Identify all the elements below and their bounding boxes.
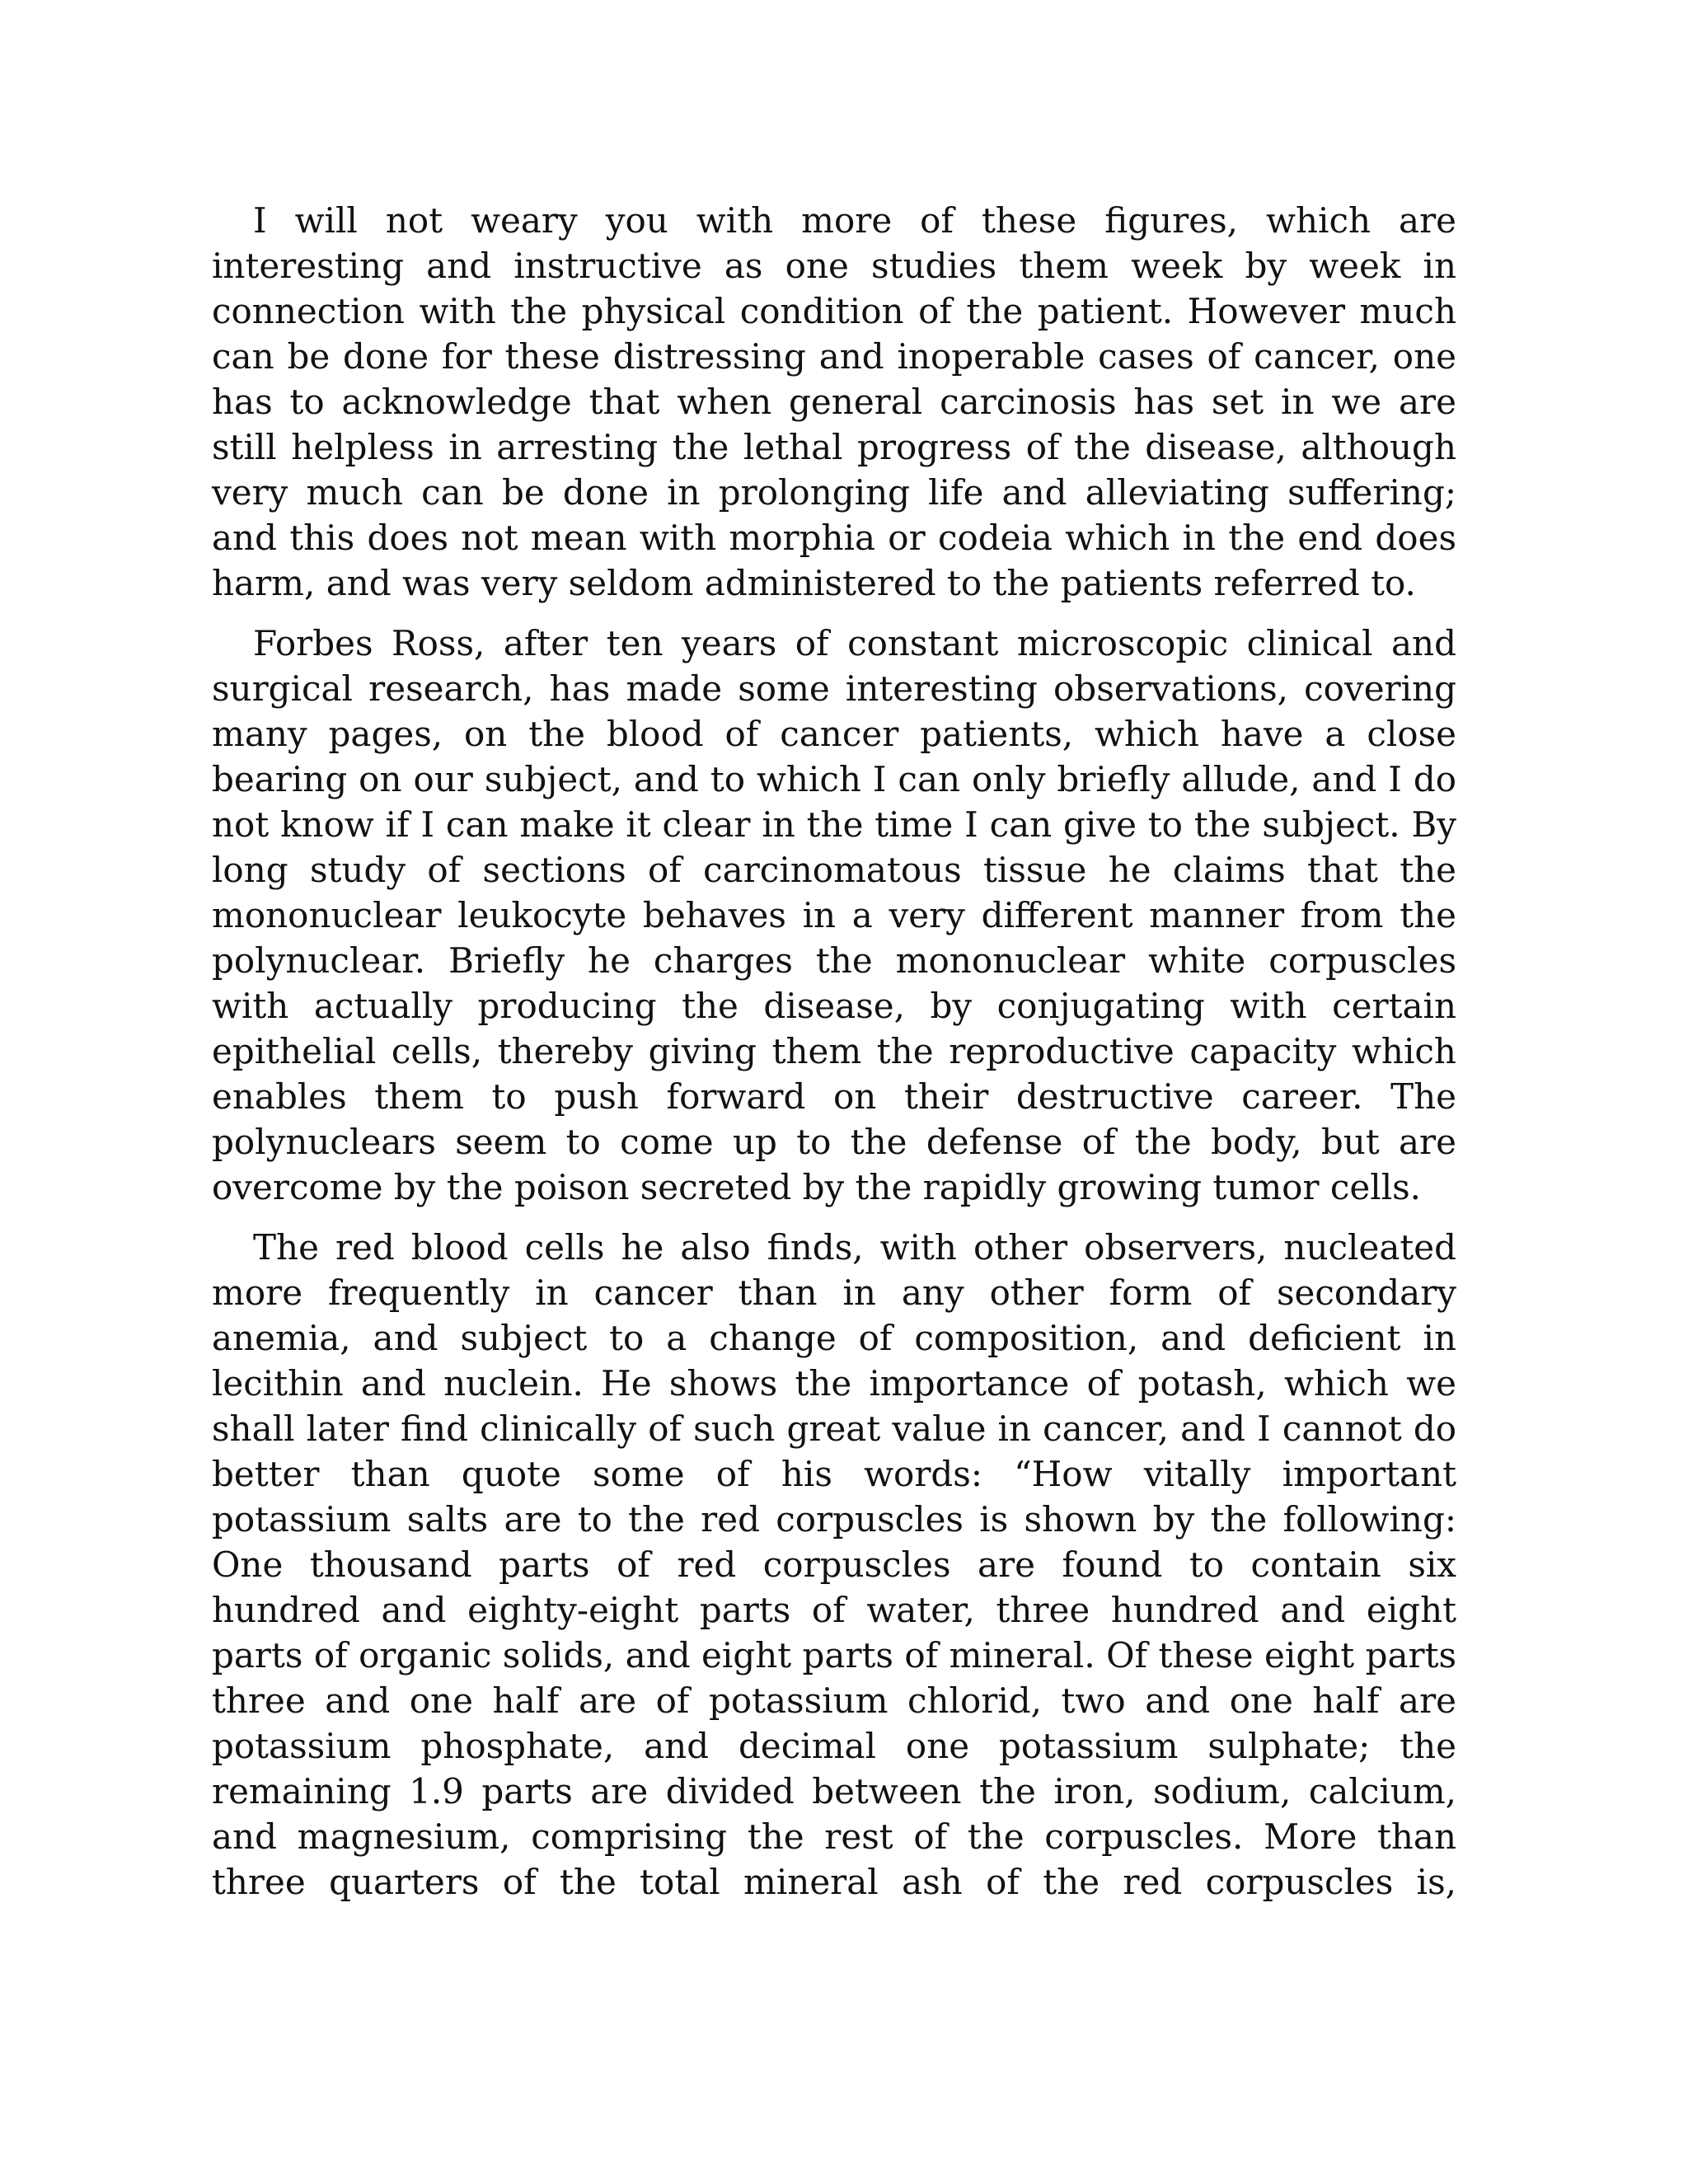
body-text bbox=[212, 198, 1456, 1919]
paragraph-forbes-ross: Forbes Ross, after ten years of constant microscopic clinical and surgical research, has made some interesting observations, covering many pages, on the blood of cancer patients, which have a close bearing on our subject, and to which I can only briefly allude, and I do not know if I can make it clear in the time I can give to the subject. By long study of sections of carcinomatous tissue he claims that the mononuclear leukocyte behaves in a very different manner from the polynuclear. Briefly he charges the mononuclear white corpuscles with actually producing the disease, by conjugating with certain epithelial cells, thereby giving them the reproductive capacity which enables them to push forward on their destructive career. The polynuclears seem to come up to the defense of the body, but are overcome by the poison secreted by the rapidly growing tumor cells. bbox=[212, 623, 1456, 1207]
paragraph-figures: I will not weary you with more of these figures, which are interesting and instructive as one studies them week by week in connection with the physical condition of the patient. However much can be done for these distressing and inoperable cases of cancer, one has to acknowledge that when general carcinosis has set in we are still helpless in arresting the lethal progress of the disease, although very much can be done in prolonging life and alleviating suffering; and this does not mean with morphia or codeia which in the end does harm, and was very seldom administered to the patients referred to. bbox=[212, 200, 1456, 603]
paragraph-red-blood-cells: The red blood cells he also finds, with other observers, nucleated more frequently in cancer than in any other form of secondary anemia, and subject to a change of composition, and deficient in lecithin and nuclein. He shows the importance of potash, which we shall later find clinically of such great value in cancer, and I cannot do better than quote some of his words: “How vitally important potassium salts are to the red corpuscles is shown by the following: One thousand parts of red corpuscles are found to contain six hundred and eighty-eight parts of water, three hundred and eight parts of organic solids, and eight parts of mineral. Of these eight parts three and one half are of potassium chlorid, two and one half are potassium phosphate, and decimal one potassium sulphate; the remaining 1.9 parts are divided between the iron, sodium, calcium, and magnesium, comprising the rest of the corpuscles. More than three quarters of the total mineral ash of the red corpuscles is, bbox=[212, 1227, 1456, 1902]
